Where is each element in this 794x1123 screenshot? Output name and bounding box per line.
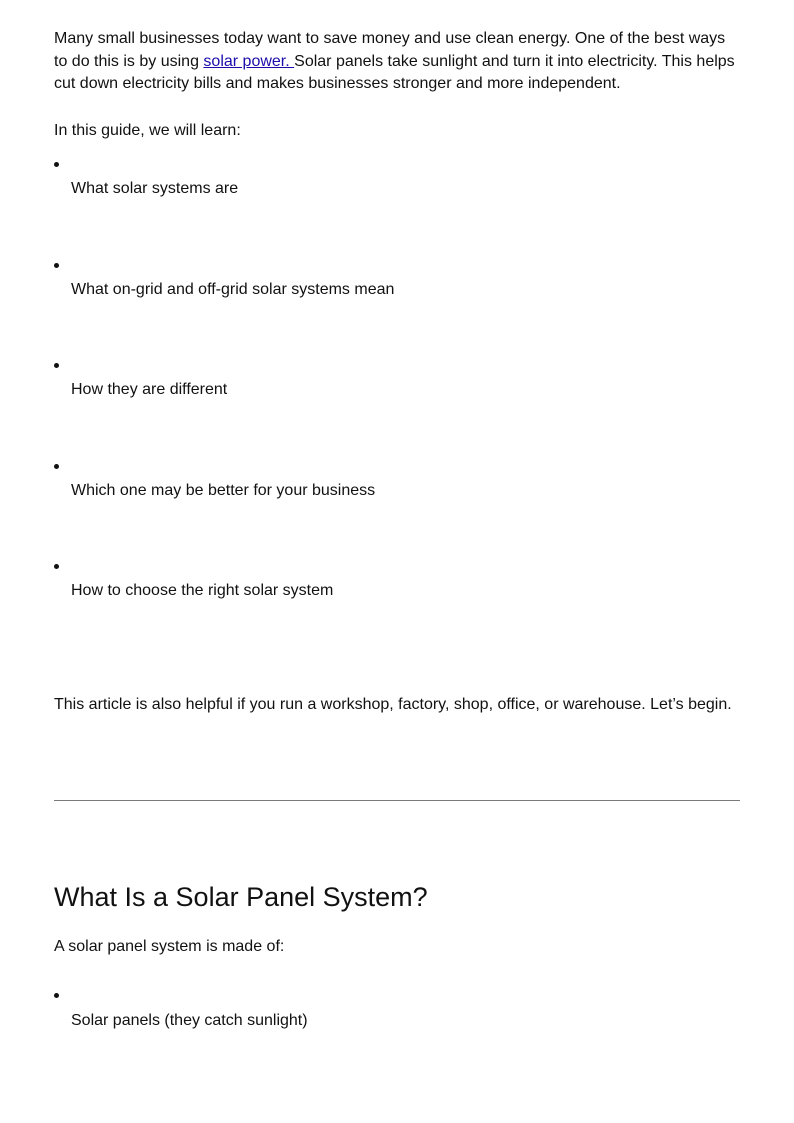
- list-item-text: How to choose the right solar system: [71, 582, 334, 599]
- closing-paragraph: This article is also helpful if you run a workshop, factory, shop, office, or warehouse. Let’s begin.: [54, 696, 732, 713]
- bullet-icon: [54, 464, 59, 469]
- list-item: [54, 444, 740, 545]
- list-item: [54, 544, 740, 645]
- article-page: [54, 28, 740, 1029]
- bullet-icon: [54, 993, 59, 998]
- list-item: [54, 343, 740, 444]
- guide-list-heading: In this guide, we will learn:: [54, 121, 241, 139]
- list-item-text: Which one may be better for your business: [71, 481, 376, 499]
- section-title: What Is a Solar Panel System?: [54, 882, 428, 912]
- list-item-text: What on-grid and off-grid solar systems mean: [71, 280, 395, 298]
- guide-topics-list: [54, 142, 740, 645]
- list-item: [54, 243, 740, 344]
- bullet-icon: [54, 363, 59, 368]
- section-intro: A solar panel system is made of:: [54, 938, 285, 955]
- list-item-text: What solar systems are: [71, 180, 239, 197]
- list-item-text: How they are different: [71, 381, 228, 398]
- intro-text-before-link: Many small businesses today want to save money and use clean energy. One of the best ways to do this is by using: [54, 30, 726, 70]
- intro-paragraph: [54, 28, 740, 96]
- list-item-text: Solar panels (they catch sunlight): [71, 1012, 308, 1029]
- intro-text-after-link: Solar panels take sunlight and turn it into electricity. This helps cut down electricity bills and makes businesses stronger and more independent.: [54, 52, 735, 92]
- bullet-icon: [54, 564, 59, 569]
- list-item: [54, 142, 740, 243]
- list-item: [54, 966, 740, 1066]
- section-divider: [54, 800, 740, 801]
- system-parts-list: [54, 966, 740, 1066]
- bullet-icon: [54, 263, 59, 268]
- bullet-icon: [54, 162, 59, 167]
- solar-power-link[interactable]: solar power.: [203, 52, 295, 70]
